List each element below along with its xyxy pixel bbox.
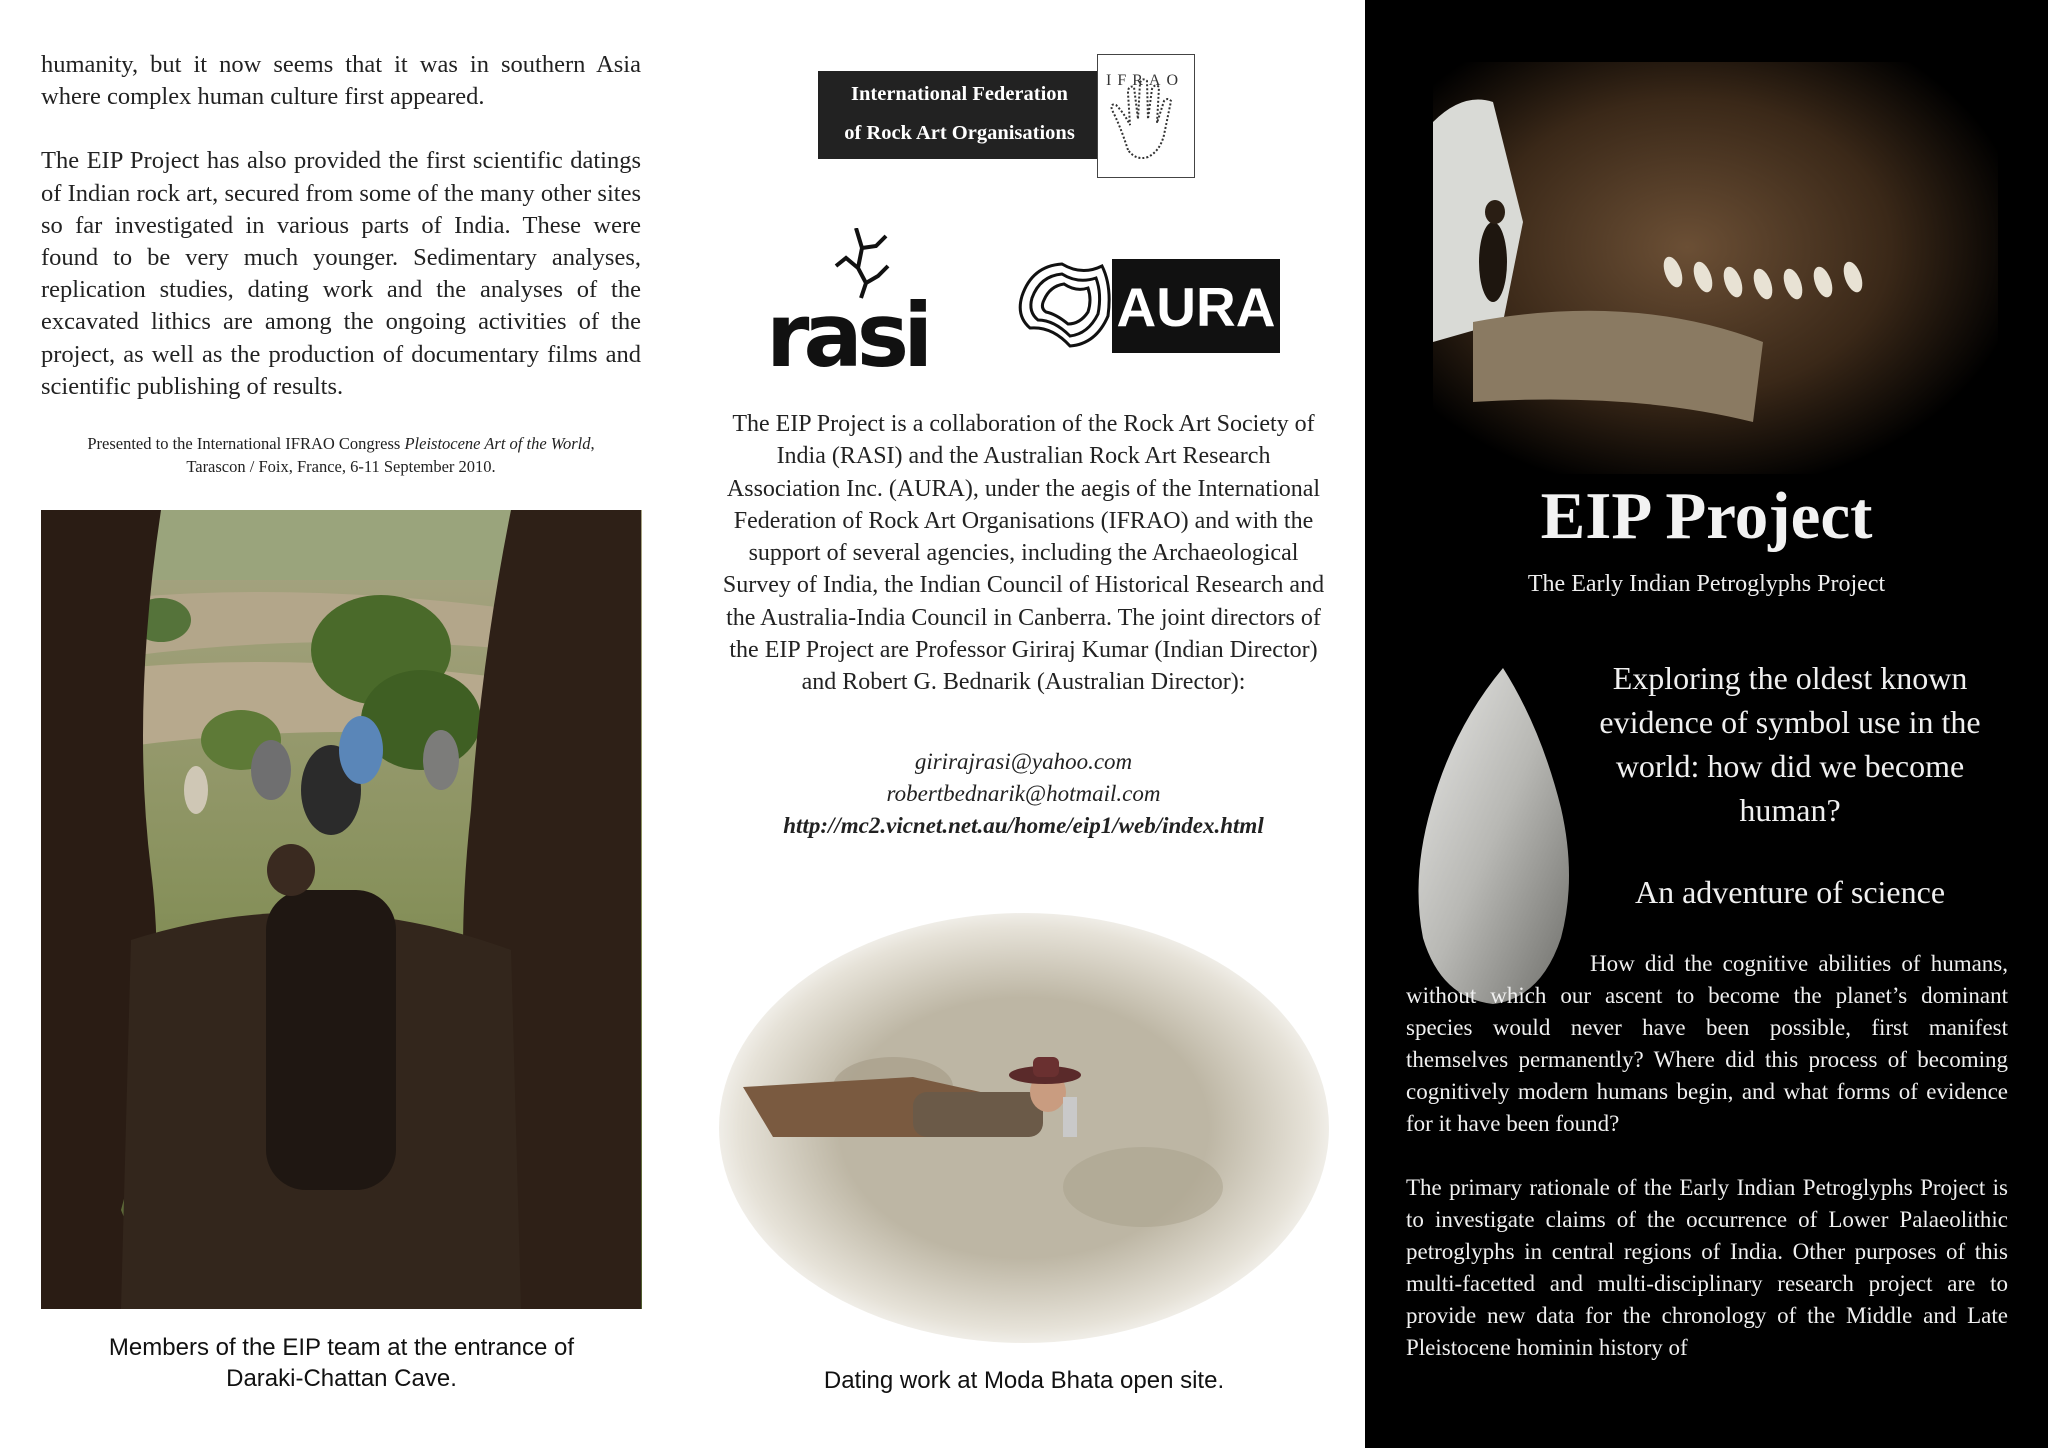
congress-title: Pleistocene Art of the World [404, 434, 591, 453]
rasi-figure-icon [766, 228, 966, 368]
cave-photo-image [41, 510, 642, 1309]
ifrao-name-line-1: International Federation [851, 83, 1068, 105]
right-paragraph-1-text: How did the cognitive abilities of humans, without which our ascent to become the planet’s dominant species would never have been possible, first manifest themselves permanently? Where did this process of becoming cognitively modern humans begin, and what forms of evidence for it have been found? [1406, 951, 2008, 1136]
presented-location: Tarascon / Foix, France, 6-11 September 2010. [186, 457, 496, 476]
australia-map-icon [1012, 256, 1282, 356]
ifrao-name-line-2: of Rock Art Organisations [844, 122, 1075, 144]
cave-caption-line-1: Members of the EIP team at the entrance of [108, 1334, 575, 1361]
presented-suffix: , [590, 434, 595, 453]
right-text [1406, 948, 2008, 1396]
rock-shelter-photo [1433, 62, 1998, 474]
aura-wordmark: AURA [1116, 276, 1276, 338]
exploring-heading: Exploring the oldest known evidence of symbol use in the world: how did we become human? [1599, 660, 1981, 828]
adventure-heading: An adventure of science [1634, 874, 1946, 910]
middle-panel [682, 0, 1365, 1448]
cave-caption-line-2: Daraki-Chattan Cave. [226, 1365, 457, 1392]
left-paragraph-2: The EIP Project has also provided the first scientific datings of Indian rock art, secured from some of the many other sites so far investigated in various parts of India. These were found to be very much younger. Sedimentary analyses, replication studies, dating work and the analyses of the excavated lithics are among the ongoing activities of the project, as well as the production of documentary films and scientific publishing of results. [41, 147, 641, 400]
project-title: EIP Project [1540, 479, 1873, 553]
moda-bhata-image [713, 907, 1335, 1350]
cave-entrance-photo [41, 510, 642, 1309]
left-paragraph-1: humanity, but it now seems that it was in southern Asia where complex human culture first appeared. [41, 51, 641, 111]
text-wrap-spacer [1406, 948, 1590, 949]
email-giriraj[interactable]: girirajrasi@yahoo.com [914, 749, 1133, 774]
ifrao-name-box [818, 71, 1101, 159]
right-paragraph-2: The primary rationale of the Early Indian Petroglyphs Project is to investigate claims of the occurrence of Lower Palaeolithic petroglyphs in central regions of India. Other purposes of this multi-facetted and multi-disciplinary research project are to provide new data for the chronology of the Middle and Late Pleistocene hominin history of [1406, 1175, 2008, 1360]
collaboration-text: The EIP Project is a collaboration of the Rock Art Society of India (RASI) and the Australian Rock Art Research Association Inc. (AURA), under the aegis of the International Federation of Rock Art Organisations (IFRAO) and with the support of several agencies, including the Archaeological Survey of India, the Indian Council of Historical Research and the Australia-India Council in Canberra. The joint directors of the EIP Project are Professor Giriraj Kumar (Indian Director) and Robert G. Bednarik (Australian Director): [722, 411, 1325, 696]
rock-shelter-image [1433, 62, 1998, 474]
rasi-wordmark: rasi [766, 284, 928, 368]
left-text [41, 49, 641, 435]
cave-photo-caption [41, 1332, 642, 1394]
project-subtitle: The Early Indian Petroglyphs Project [1527, 571, 1886, 597]
ifrao-logo-letters: IFRAO [1105, 72, 1185, 89]
email-bednarik[interactable]: robertbednarik@hotmail.com [886, 781, 1161, 806]
aura-logo [1012, 256, 1282, 356]
ifrao-hand-logo [1097, 54, 1195, 178]
project-url-link[interactable]: http://mc2.vicnet.net.au/home/eip1/web/index.html [783, 813, 1264, 838]
presented-prefix: Presented to the International IFRAO Congress [87, 434, 405, 453]
presented-note [41, 432, 641, 478]
right-panel [1365, 0, 2048, 1448]
moda-bhata-photo [713, 907, 1335, 1350]
right-paragraph-1 [1406, 948, 2008, 1140]
moda-bhata-caption: Dating work at Moda Bhata open site. [823, 1367, 1225, 1394]
rasi-logo [766, 228, 966, 368]
left-panel [0, 0, 682, 1448]
hand-icon [1098, 55, 1193, 176]
contact-block [722, 746, 1325, 842]
